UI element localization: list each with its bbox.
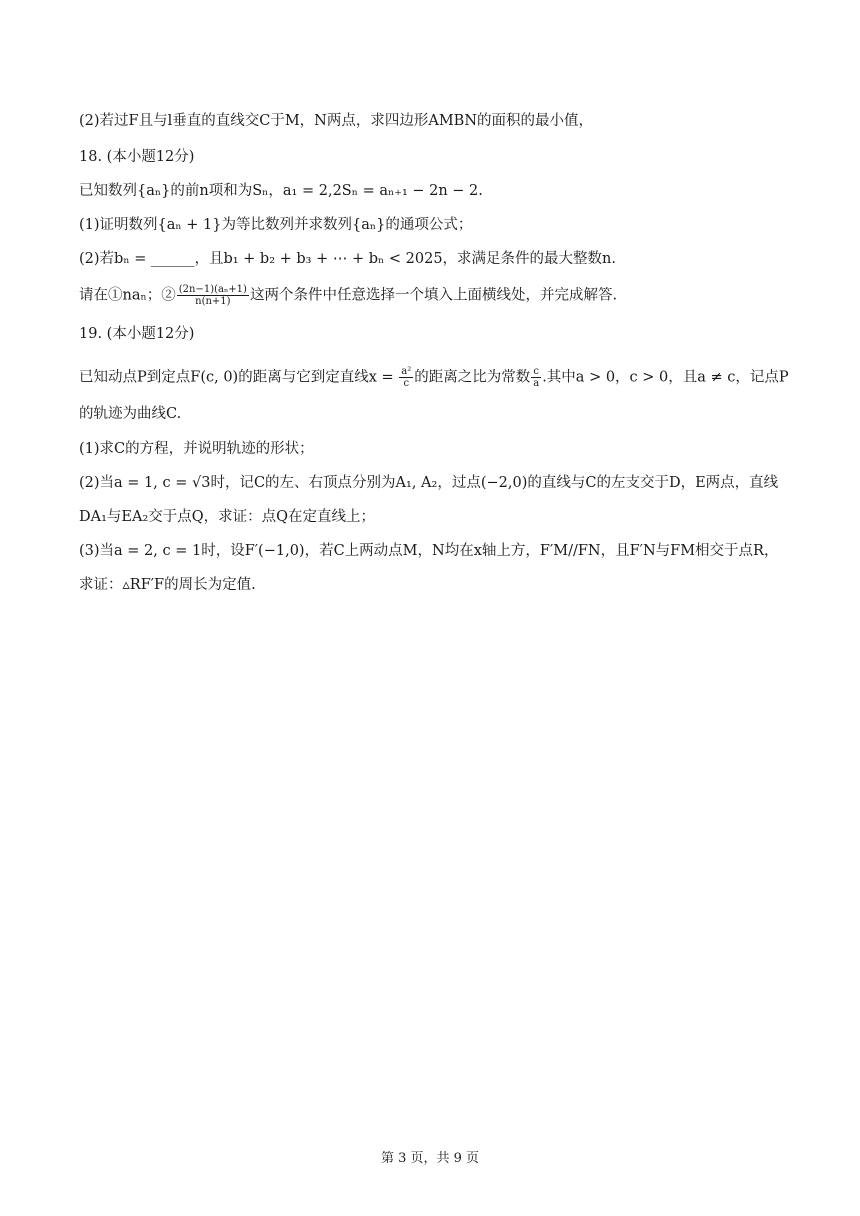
- q19-stem-part-c: .其中a > 0，c > 0，且a ≠ c，记点P: [542, 369, 789, 386]
- fraction-denominator: n(n+1): [195, 296, 231, 307]
- q19-stem-line2: 的轨迹为曲线C.: [79, 406, 182, 422]
- fraction-denominator: c: [403, 378, 410, 389]
- q19-part3-line2: 求证：▵RF′F的周长为定值.: [79, 577, 256, 593]
- q19-part2-line1: (2)当a = 1, c = √3时，记C的左、右顶点分别为A₁, A₂，过点(−2,0)的直线与C的左支交于D，E两点，直线: [79, 475, 779, 491]
- q19-stem-part-a: 已知动点P到定点F(c, 0)的距离与它到定直线x =: [79, 369, 399, 386]
- q18-choice-prefix: 请在①naₙ；②: [79, 287, 176, 304]
- q19-part3-line1: (3)当a = 2, c = 1时，设F′(−1,0)，若C上两动点M，N均在x轴上方，F′M//FN，且F′N与FM相交于点R，: [79, 543, 779, 559]
- q19-part2-line2: DA₁与EA₂交于点Q，求证：点Q在定直线上；: [79, 509, 376, 525]
- q18-stem: 已知数列{aₙ}的前n项和为Sₙ，a₁ = 2,2Sₙ = aₙ₊₁ − 2n − 2.: [79, 183, 483, 199]
- page-footer: 第 3 页，共 9 页: [380, 1151, 480, 1166]
- fraction-numerator: a²: [401, 366, 412, 377]
- q18-heading: 18. (本小题12分): [79, 149, 195, 165]
- q18-part1: (1)证明数列{aₙ + 1}为等比数列并求数列{aₙ}的通项公式；: [79, 217, 473, 233]
- directrix-fraction: [399, 366, 413, 389]
- q19-stem-line1: [79, 366, 789, 389]
- fraction-denominator: a: [533, 378, 540, 389]
- q18-part2: (2)若bₙ = ______，且b₁ + b₂ + b₃ + ⋯ + bₙ < 2025，求满足条件的最大整数n.: [79, 251, 616, 267]
- fraction-numerator: c: [531, 366, 541, 378]
- q19-stem-part-b: 的距离之比为常数: [414, 369, 531, 386]
- q19-part1: (1)求C的方程，并说明轨迹的形状；: [79, 441, 314, 457]
- q18-choice-fraction: [177, 284, 249, 307]
- fraction-numerator: (2n−1)(aₙ+1): [178, 284, 247, 295]
- q17-part2: (2)若过F且与l垂直的直线交C于M，N两点，求四边形AMBN的面积的最小值，: [79, 113, 594, 129]
- q18-choice-line: [79, 284, 617, 307]
- q19-heading: 19. (本小题12分): [79, 326, 195, 342]
- q18-choice-suffix: 这两个条件中任意选择一个填入上面横线处，并完成解答.: [249, 287, 618, 304]
- ratio-fraction: [531, 366, 541, 389]
